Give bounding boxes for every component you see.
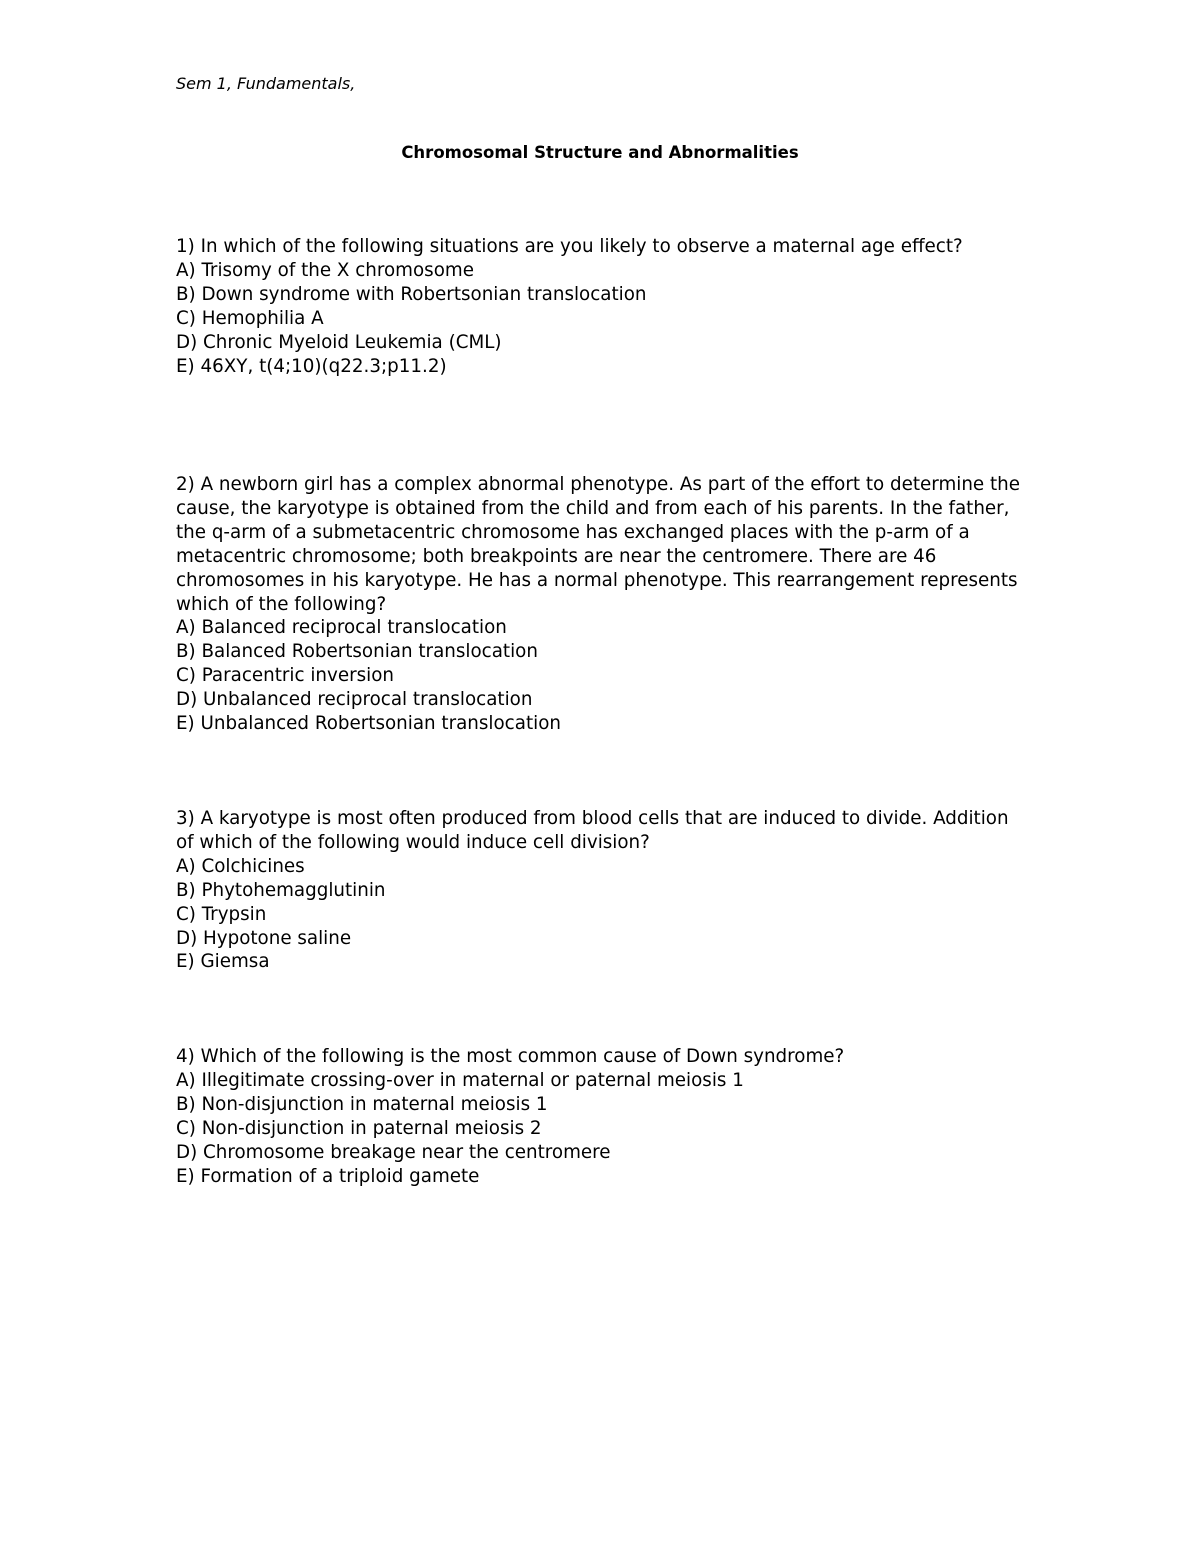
question-text: 1) In which of the following situations are you likely to observe a maternal age effect? bbox=[176, 236, 963, 257]
answer-options bbox=[176, 1069, 1026, 1189]
answer-option-a: A) Colchicines bbox=[176, 855, 305, 877]
answer-option-a: A) Illegitimate crossing-over in maternal or paternal meiosis 1 bbox=[176, 1069, 744, 1091]
answer-option-c: C) Paracentric inversion bbox=[176, 665, 394, 687]
answer-options bbox=[176, 259, 1026, 379]
answer-option-e: E) Formation of a triploid gamete bbox=[176, 1165, 480, 1187]
page-header: Sem 1, Fundamentals, bbox=[176, 74, 356, 93]
question-text: 4) Which of the following is the most common cause of Down syndrome? bbox=[176, 1046, 845, 1067]
answer-option-c: C) Hemophilia A bbox=[176, 307, 324, 329]
answer-options bbox=[176, 616, 1026, 736]
answer-option-b: B) Non-disjunction in maternal meiosis 1 bbox=[176, 1093, 548, 1115]
question-3 bbox=[176, 807, 1026, 974]
question-2 bbox=[176, 473, 1026, 736]
question-1 bbox=[176, 235, 1026, 378]
answer-option-e: E) Giemsa bbox=[176, 951, 270, 973]
answer-options bbox=[176, 855, 1026, 975]
answer-option-c: C) Non-disjunction in paternal meiosis 2 bbox=[176, 1117, 542, 1139]
question-text: 3) A karyotype is most often produced from blood cells that are induced to divide. Addition of which of the following would induce cell division? bbox=[176, 808, 1009, 853]
answer-option-e: E) Unbalanced Robertsonian translocation bbox=[176, 713, 561, 735]
answer-option-d: D) Hypotone saline bbox=[176, 927, 352, 949]
answer-option-a: A) Balanced reciprocal translocation bbox=[176, 617, 507, 639]
answer-option-d: D) Chromosome breakage near the centromere bbox=[176, 1141, 611, 1163]
question-4 bbox=[176, 1045, 1026, 1188]
answer-option-d: D) Unbalanced reciprocal translocation bbox=[176, 689, 533, 711]
answer-option-b: B) Phytohemagglutinin bbox=[176, 879, 386, 901]
answer-option-e: E) 46XY, t(4;10)(q22.3;p11.2) bbox=[176, 355, 447, 377]
answer-option-b: B) Balanced Robertsonian translocation bbox=[176, 641, 538, 663]
answer-option-b: B) Down syndrome with Robertsonian translocation bbox=[176, 283, 647, 305]
answer-option-d: D) Chronic Myeloid Leukemia (CML) bbox=[176, 331, 502, 353]
page-title: Chromosomal Structure and Abnormalities bbox=[401, 143, 799, 162]
answer-option-c: C) Trypsin bbox=[176, 903, 267, 925]
question-text: 2) A newborn girl has a complex abnormal phenotype. As part of the effort to determine the cause, the karyotype is obtained from the child and from each of his parents. In the father, the q-arm of a submetacentric chromosome has exchanged places with the p-arm of a metacentric chromosome; both breakpoints are near the centromere. There are 46 chromosomes in his karyotype. He has a normal phenotype. This rearrangement represents which of the following? bbox=[176, 474, 1020, 615]
answer-option-a: A) Trisomy of the X chromosome bbox=[176, 259, 474, 281]
